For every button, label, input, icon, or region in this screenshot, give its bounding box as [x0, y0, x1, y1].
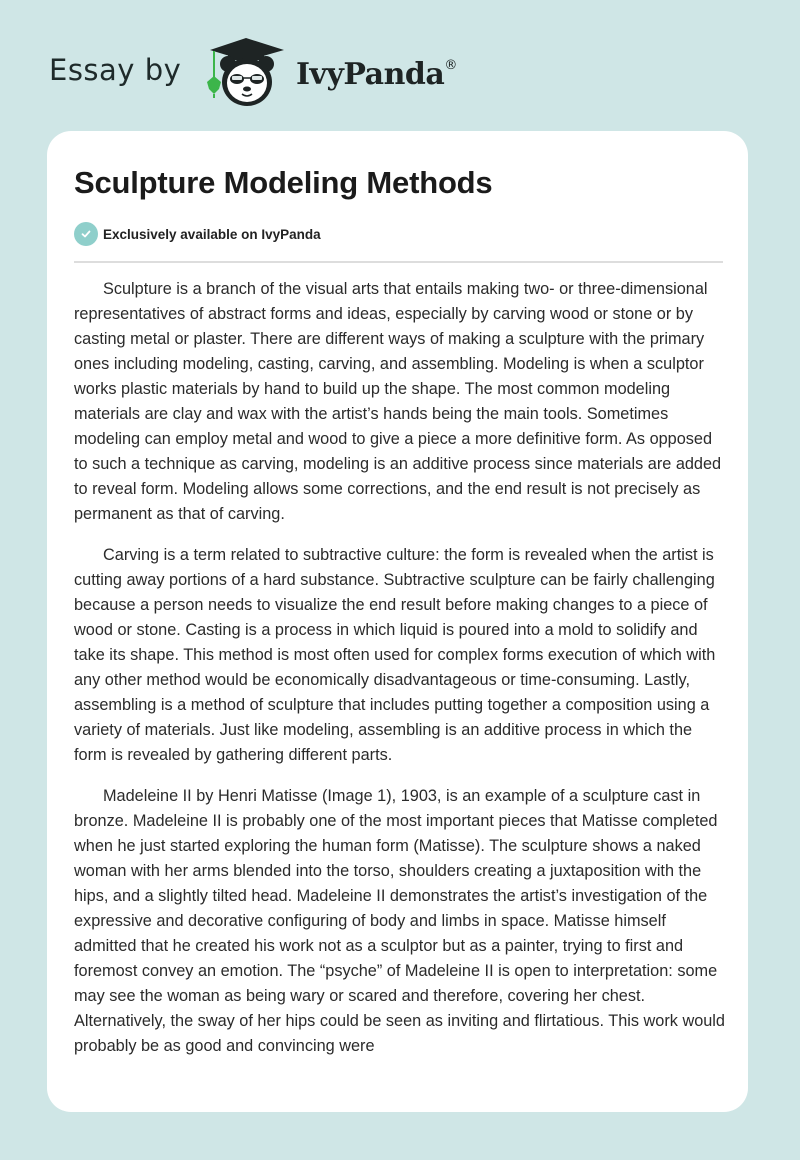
essay-by-label: Essay by	[49, 53, 182, 87]
brand-text: IvyPanda	[296, 57, 445, 92]
essay-card	[47, 131, 748, 1112]
divider	[74, 261, 723, 263]
registered-mark: ®	[444, 58, 457, 73]
exclusive-badge	[74, 222, 321, 246]
paragraph: Sculpture is a branch of the visual arts that entails making two- or three-dimensional representatives of abstract forms and ideas, especially by carving wood or stone or by casting metal or plaster. There are different ways of making a sculpture with the primary ones including modeling, casting, carving, and assembling. Modeling is when a sculptor works plastic materials by hand to build up the shape. The most common modeling materials are clay and wax with the artist’s hands being the main tools. Sometimes modeling can employ metal and wood to give a piece a more definitive form. As opposed to such a technique as carving, modeling is an additive process since materials are added to reveal form. Modeling allows some corrections, and the end result is not precisely as permanent as that of carving.	[74, 280, 722, 523]
brand-name[interactable]	[296, 50, 457, 95]
page-title: Sculpture Modeling Methods	[74, 165, 493, 200]
paragraph: Carving is a term related to subtractive culture: the form is revealed when the artist is cutting away portions of a hard substance. Subtractive sculpture can be fairly challenging because a person needs to visualize the end result before making changes to a piece of wood or stone. Casting is a process in which liquid is poured into a mold to solidify and take its shape. This method is most often used for complex forms execution of which with any other method would be economically disadvantageous or time-consuming. Lastly, assembling is a method of sculpture that includes putting together a composition using a variety of materials. Just like modeling, assembling is an additive process in which the form is revealed by gathering different parts.	[74, 546, 716, 764]
essay-body	[74, 277, 726, 1075]
site-header	[0, 0, 800, 130]
panda-graduation-cap-icon[interactable]	[200, 34, 292, 110]
checkmark-circle-icon	[74, 222, 98, 246]
paragraph: Madeleine II by Henri Matisse (Image 1), 1903, is an example of a sculpture cast in bronze. Madeleine II is probably one of the most important pieces that Matisse completed when he just started exploring the human form (Matisse). The sculpture shows a naked woman with her arms blended into the torso, shoulders creating a juxtaposition with the hips, and a slightly tilted head. Madeleine II demonstrates the artist’s investigation of the expressive and decorative configuring of body and limbs in space. Matisse himself admitted that he created his work not as a sculptor but as a painter, trying to first and foremost convey an emotion. The “psyche” of Madeleine II is open to interpretation: some may see the woman as being wary or scared and therefore, covering her chest. Alternatively, the sway of her hips could be seen as inviting and flirtatious. This work would probably be as good and convincing were	[74, 787, 725, 1055]
exclusive-label: Exclusively available on IvyPanda	[103, 226, 321, 242]
